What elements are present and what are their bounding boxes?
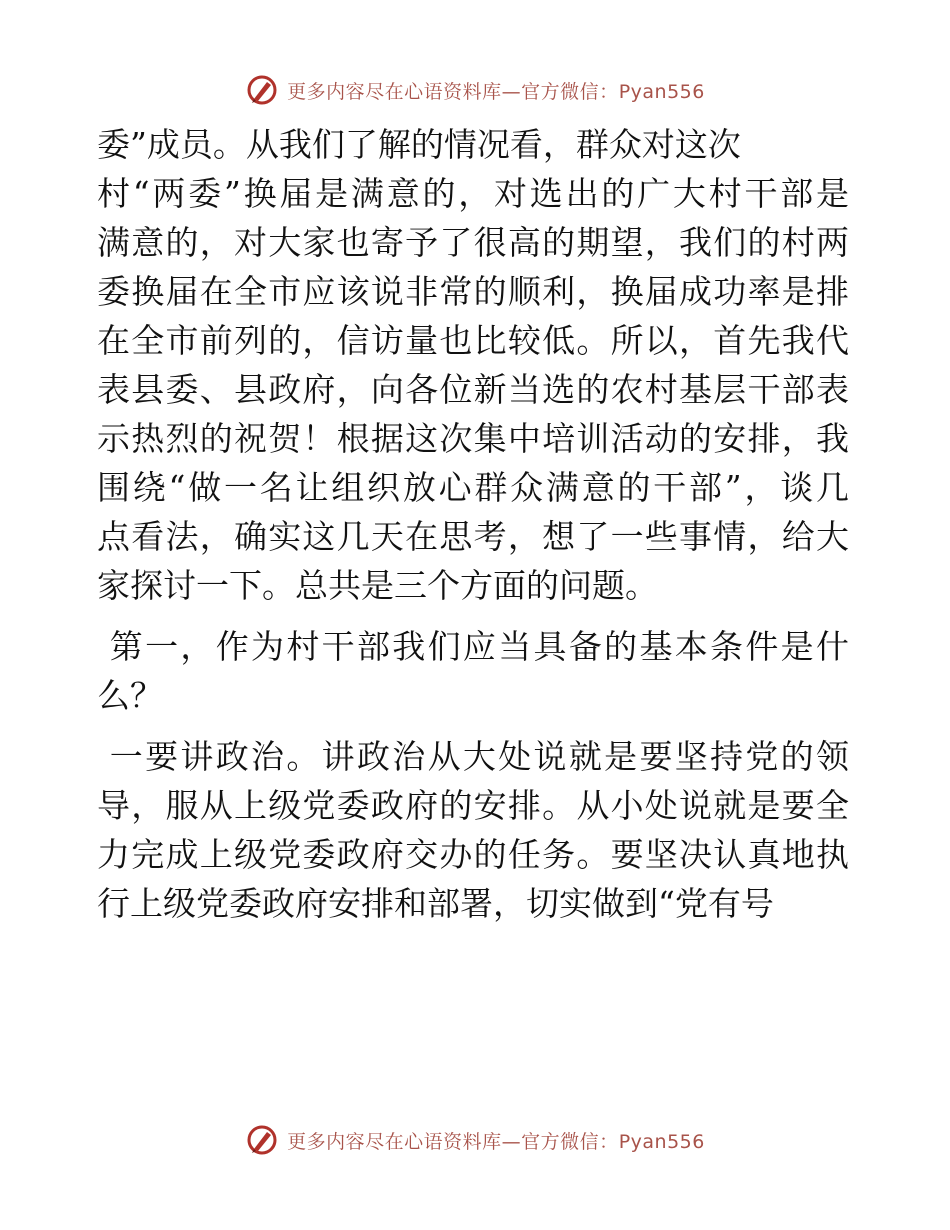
- text-line: 行上级党委政府安排和部署，切实做到“党有号: [97, 884, 774, 923]
- paragraph: [97, 120, 849, 610]
- text-line: 委”成员。从我们了解的情况看，群众对这次: [97, 125, 741, 164]
- watermark-brand: 更多内容尽在心语资料库: [287, 1130, 502, 1153]
- text-line: 村“两委”换届是满意的，对选出的广大村干部是: [97, 174, 849, 213]
- paragraph: [97, 622, 849, 720]
- text-line: 表县委、县政府，向各位新当选的农村基层干部表: [97, 370, 849, 409]
- text-line: 满意的，对大家也寄予了很高的期望，我们的村两: [97, 223, 849, 262]
- document-body: [97, 120, 849, 928]
- text-line: 委换届在全市应该说非常的顺利，换届成功率是排: [97, 272, 849, 311]
- text-line: 第一，作为村干部我们应当具备的基本条件是什: [97, 627, 849, 666]
- text-line: 一要讲政治。讲政治从大处说就是要坚持党的领: [97, 737, 849, 776]
- text-line: 导，服从上级党委政府的安排。从小处说就是要全: [97, 786, 849, 825]
- watermark-wechat-id: Pyan556: [618, 1130, 705, 1153]
- text-line: 围绕“做一名让组织放心群众满意的干部”，谈几: [97, 468, 849, 507]
- text-line: 家探讨一下。总共是三个方面的问题。: [97, 566, 658, 605]
- text-line: 力完成上级党委政府交办的任务。要坚决认真地执: [97, 835, 849, 874]
- watermark-wechat-label: 官方微信：: [521, 80, 619, 103]
- watermark-separator: —: [501, 1130, 522, 1153]
- paragraph: [97, 732, 849, 928]
- watermark-brand: 更多内容尽在心语资料库: [287, 80, 502, 103]
- watermark-wechat-label: 官方微信：: [521, 1130, 619, 1153]
- header-watermark: [0, 70, 950, 110]
- text-line: 在全市前列的，信访量也比较低。所以，首先我代: [97, 321, 849, 360]
- footer-watermark: [0, 1120, 950, 1160]
- watermark-wechat-id: Pyan556: [618, 80, 705, 103]
- pen-logo-icon: [245, 1123, 279, 1157]
- text-line: 点看法，确实这几天在思考，想了一些事情，给大: [97, 517, 849, 556]
- pen-logo-icon: [245, 73, 279, 107]
- text-line: 示热烈的祝贺！根据这次集中培训活动的安排，我: [97, 419, 849, 458]
- text-line: 么？: [97, 676, 163, 715]
- watermark-separator: —: [501, 80, 522, 103]
